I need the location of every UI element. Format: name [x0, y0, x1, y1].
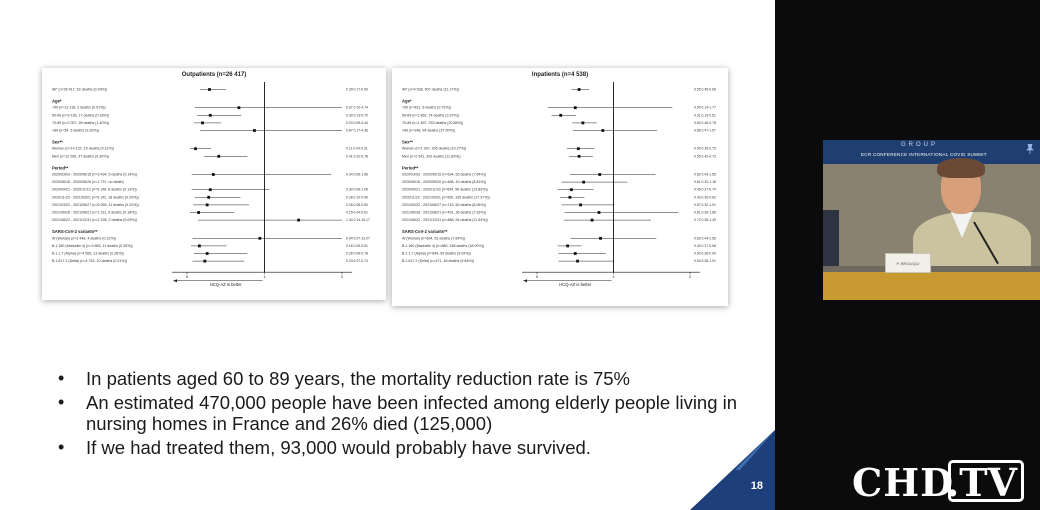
point-estimate — [582, 122, 585, 125]
arrow-head — [523, 279, 527, 282]
ci-text: 0.87 0.17-4.36 — [346, 128, 368, 133]
banner-logo: GROUP — [901, 142, 939, 148]
point-estimate — [582, 181, 585, 184]
row-label: B.1.160 (Marseille 4) (n=880, 158 deaths (18.00%)) — [402, 243, 485, 248]
ci-text: 0.60 0.46-0.78 — [694, 120, 716, 125]
ci-text: 0.45 0.27-0.74 — [694, 187, 716, 192]
point-estimate — [206, 252, 209, 255]
row-label: 2021/08/22 - 2021/12/31 (n=488, 54 deaths (11.54%)) — [402, 218, 488, 223]
ci-text: 0.72 0.35-1.49 — [694, 218, 716, 223]
chair — [823, 210, 839, 270]
row-label: <50 (n=13 118, 2 deaths (0.01%)) — [52, 105, 106, 110]
ci-text: 0.31 0.19-0.51 — [694, 113, 716, 118]
group-label: Period** — [52, 165, 69, 171]
bullet-list — [58, 368, 738, 461]
tick-label: 0 — [535, 274, 539, 280]
ci-text: 0.15 0.04-0.61 — [346, 210, 368, 215]
point-estimate — [297, 219, 300, 222]
point-estimate — [217, 155, 220, 158]
tick-label: 2 — [340, 274, 344, 280]
row-label: 50-69 (n=1 862, 74 deaths (3.97%)) — [402, 113, 460, 118]
ci-text: 0.41 0.22-0.78 — [346, 154, 368, 159]
group-label: SARS-CoV-2 variants** — [402, 229, 448, 235]
tick-label: 1 — [612, 274, 615, 280]
point-estimate — [258, 237, 261, 240]
ci-text: 0.53 0.28-1.01 — [694, 259, 716, 264]
point-estimate — [574, 252, 577, 255]
row-label: Men (n=2 541, 302 deaths (11.89%)) — [402, 154, 461, 159]
row-label: 2021/06/28 - 2021/08/21 (n=1 211, 9 deaths (0.18%)) — [52, 210, 137, 215]
row-label: All* (n=26 417, 52 deaths (0.20%)) — [52, 87, 108, 92]
row-label: 2020/06/16 - 2020/08/26 (n=1 737, no death) — [52, 180, 124, 185]
chd-tv-logo — [848, 458, 1024, 504]
axis-caption: HCQ-AZ is better — [559, 282, 592, 288]
point-estimate — [568, 196, 571, 199]
row-label: Women (n=1 997, 205 deaths (10.27%)) — [402, 146, 467, 151]
ci-text: 0.82 0.43-1.55 — [694, 172, 716, 177]
point-estimate — [577, 147, 580, 150]
row-label: 70-89 (n=1 597, 333 deaths (20.85%)) — [402, 120, 464, 125]
slide-corner-decoration — [680, 430, 775, 510]
point-estimate — [208, 88, 211, 91]
outpatients-chart-svg — [42, 68, 386, 300]
point-estimate — [574, 106, 577, 109]
pin-icon[interactable] — [1026, 144, 1034, 154]
row-label: 2020/06/16 - 2020/09/20 (n=488, 43 deaths (8.81%)) — [402, 180, 487, 185]
speaker-hair — [937, 158, 985, 178]
row-label: 2021/06/28 - 2021/08/21 (n=491, 36 deaths (7.33%)) — [402, 210, 487, 215]
row-label: B.1.1.7 (Alpha) (n=649, 59 deaths (9.09%)) — [402, 251, 471, 256]
outpatients-title: Outpatients (n=26 417) — [181, 72, 247, 78]
point-estimate — [238, 106, 241, 109]
point-estimate — [570, 188, 573, 191]
row-label: B.1.160 (Marseille 4) (n=3 683, 11 deaths (0.30%)) — [52, 243, 133, 248]
ci-text: 0.83 0.44-1.56 — [694, 236, 716, 241]
row-label: 70-89 (n=2 007, 28 deaths (1.40%)) — [52, 120, 110, 125]
logo-text-chd: CHD — [852, 460, 955, 505]
group-label: Period** — [402, 165, 419, 171]
ci-text: 0.30 0.13-0.70 — [346, 113, 368, 118]
outpatients-forest-plot — [42, 68, 386, 300]
point-estimate — [598, 211, 601, 214]
row-label: W (Wuhan) (n=3 448, 4 deaths (0.12%)) — [52, 236, 116, 241]
ci-text: 0.20 0.09-0.44 — [346, 120, 368, 125]
point-estimate — [194, 147, 197, 150]
ci-text: 0.30 0.06-1.06 — [346, 187, 368, 192]
tick-label: 0 — [185, 274, 189, 280]
group-label: Sex** — [52, 139, 63, 145]
bullet-item: • An estimated 470,000 people have been infected among elderly people living in nursing homes in France and 26% died (125,000) — [58, 392, 738, 434]
point-estimate — [253, 129, 256, 132]
slide-number: 18 — [750, 480, 763, 492]
ci-text: 0.34 0.06-1.86 — [346, 172, 368, 177]
ci-text: 0.61 0.32-1.18 — [694, 180, 716, 185]
ci-text: 0.55 0.45-0.68 — [694, 87, 716, 92]
ci-text: 1.44 0.14-15.17 — [346, 218, 370, 223]
row-label: B.1.1.7 (Alpha) (n=4 565, 13 deaths (0.28%)) — [52, 251, 124, 256]
group-label: Age* — [52, 98, 62, 104]
group-label: SARS-CoV-2 variants** — [52, 229, 98, 235]
row-label: B.1.617.2 (Delta) (n=471, 46 deaths (9.84%)) — [402, 259, 475, 264]
point-estimate — [209, 114, 212, 117]
point-estimate — [576, 260, 579, 263]
inpatients-forest-plot — [392, 68, 728, 306]
ci-text: 0.28 0.10-0.69 — [346, 195, 368, 200]
bullet-item: • If we had treated them, 93,000 would probably have survived. — [58, 437, 738, 458]
point-estimate — [599, 237, 602, 240]
row-label: Men (n=12 285, 37 deaths (0.30%)) — [52, 154, 109, 159]
row-label: >89 (n=248, 94 deaths (37.90%)) — [402, 128, 455, 133]
point-estimate — [578, 155, 581, 158]
row-label: 50-69 (n=9 138, 17 deaths (0.18%)) — [52, 113, 110, 118]
point-estimate — [598, 173, 601, 176]
tick-label: 2 — [688, 274, 692, 280]
logo-text-tv: .TV — [946, 460, 1017, 505]
point-estimate — [579, 204, 582, 207]
ci-text: 0.11 0.04-0.31 — [346, 146, 368, 151]
ci-text: 0.67 0.10-4.74 — [346, 105, 368, 110]
banner-text: ECR CONFERENCE INTERNATIONAL COVID SUMMIT — [861, 152, 987, 157]
arrow-head — [173, 279, 177, 282]
point-estimate — [578, 88, 581, 91]
desk — [823, 272, 1040, 300]
ci-text: 0.16 0.05-0.51 — [346, 243, 368, 248]
point-estimate — [197, 211, 200, 214]
point-estimate — [203, 260, 206, 263]
ci-text: 0.94 0.07-13.07 — [346, 236, 370, 241]
inpatients-title: Inpatients (n=4 538) — [531, 72, 589, 78]
ci-text: 0.81 0.36-1.85 — [694, 210, 716, 215]
ci-text: 0.29 0.17-0.50 — [346, 87, 368, 92]
row-label: 2020/09/21 - 2020/11/22 (n=694, 96 deaths (13.83%)) — [402, 187, 488, 192]
row-label: 2020/03/03 - 2020/06/15 (n=694, 53 deaths (7.64%)) — [402, 172, 487, 177]
point-estimate — [209, 188, 212, 191]
ci-text: 0.54 0.39-0.75 — [694, 146, 716, 151]
inpatients-chart-svg — [392, 68, 728, 306]
row-label: Women (n=14 132, 15 deaths (0.11%)) — [52, 146, 114, 151]
row-label: B.1.617.2 (Delta) (n=4 753, 10 deaths (0.21%)) — [52, 259, 128, 264]
row-label: 2020/09/21 - 2020/11/12 (n=6 146, 8 deaths (0.13%)) — [52, 187, 137, 192]
row-label: 2021/08/22 - 2021/12/31 (n=2 228, 2 deaths (0.09%)) — [52, 218, 138, 223]
row-label: >89 (n=54, 5 deaths (9.26%)) — [52, 128, 99, 133]
ci-text: 0.50 0.28-0.90 — [694, 251, 716, 256]
ci-text: 0.86 0.47-1.57 — [694, 128, 716, 133]
ci-text: 0.43 0.30-0.62 — [694, 195, 716, 200]
point-estimate — [212, 173, 215, 176]
row-label: 2021/03/22 - 2021/06/27 (n=5 059, 11 deaths (0.22%)) — [52, 202, 139, 207]
row-label: 2020/03/03 - 2020/06/15 (n=3 494, 5 deaths (0.14%)) — [52, 172, 138, 177]
point-estimate — [198, 245, 201, 248]
speaker-video[interactable] — [823, 140, 1040, 300]
bullet-item: • In patients aged 60 to 89 years, the mortality reduction rate is 75% — [58, 368, 738, 389]
nameplate-text: P. BROUQUI — [896, 261, 920, 266]
row-label: W (Wuhan) (n=694, 53 deaths (7.64%)) — [402, 236, 465, 241]
point-estimate — [591, 219, 594, 222]
ci-text: 0.57 0.32-1.01 — [694, 202, 716, 207]
ci-text: 0.23 0.07-0.74 — [346, 259, 368, 264]
point-estimate — [201, 122, 204, 125]
point-estimate — [601, 129, 604, 132]
row-label: <50 (n=831, 6 deaths (0.72%)) — [402, 105, 451, 110]
ci-text: 0.50 0.14-1.77 — [694, 105, 716, 110]
ci-text: 0.40 0.27-0.58 — [694, 243, 716, 248]
row-label: All* (n=4 538, 507 deaths (11.17%)) — [402, 87, 459, 92]
row-label: 2021/03/22 - 2021/06/27 (n=743, 60 deaths (8.08%)) — [402, 202, 487, 207]
row-label: 2020/11/23 - 2021/03/21 (n=950, 165 deaths (17.37%)) — [402, 195, 490, 200]
ci-text: 0.26 0.08-0.80 — [346, 202, 368, 207]
point-estimate — [559, 114, 562, 117]
point-estimate — [566, 245, 569, 248]
ci-text: 0.55 0.42-0.73 — [694, 154, 716, 159]
group-label: Sex** — [402, 139, 413, 145]
ci-text: 0.26 0.09-0.78 — [346, 251, 368, 256]
row-label: 2020/11/23 - 2021/03/21 (n=6 142, 18 deaths (0.29%)) — [52, 195, 139, 200]
point-estimate — [206, 204, 209, 207]
nameplate — [885, 253, 931, 273]
conference-banner — [823, 140, 1040, 164]
group-label: Age* — [402, 98, 412, 104]
axis-caption: HCQ-AZ is better — [209, 282, 242, 288]
tick-label: 1 — [263, 274, 266, 280]
point-estimate — [207, 196, 210, 199]
